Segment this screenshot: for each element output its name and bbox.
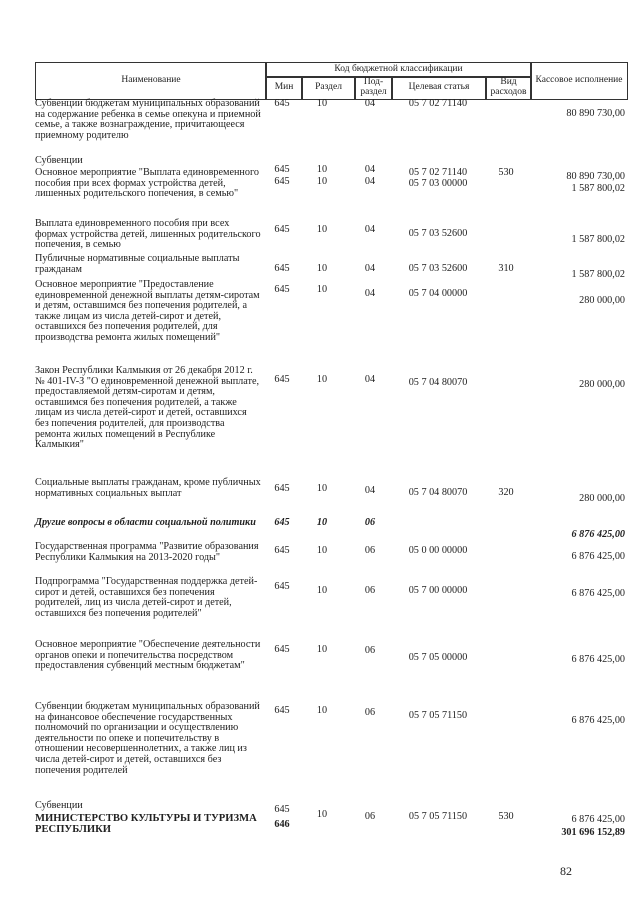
row-podrazdel: 04 xyxy=(364,164,376,175)
header-vid-label: Вид расходов xyxy=(490,77,527,97)
header-podrazdel xyxy=(354,76,393,100)
header-podrazdel-label: Под-раздел xyxy=(360,77,387,97)
row-min: 645 xyxy=(274,581,290,592)
row-celevaya: 05 7 05 00000 xyxy=(408,652,468,663)
row-name: Государственная программа "Развитие образования Республики Калмыкия на 2013-2020 годы" xyxy=(35,541,259,563)
row-razdel: 10 xyxy=(316,164,328,175)
row-min: 646 xyxy=(274,819,290,830)
row-name: Субвенции xyxy=(35,155,83,166)
row-name: Выплата единовременного пособия при всех формах устройства детей, лишенных родительского попечения, в семью xyxy=(35,218,261,251)
header-name xyxy=(35,62,267,100)
row-name: Основное мероприятие "Выплата единовременного пособия при всех формах устройства детей, лишенных родительского попечения, в семью" xyxy=(35,167,260,200)
row-razdel: 10 xyxy=(316,705,328,716)
row-sum: 1 587 800,02 xyxy=(571,269,625,280)
row-celevaya: 05 7 02 71140 xyxy=(408,98,468,109)
page-number: 82 xyxy=(560,864,572,878)
row-sum: 1 587 800,02 xyxy=(571,234,625,245)
row-name: Социальные выплаты гражданам, кроме публичных нормативных социальных выплат xyxy=(35,477,261,499)
row-min: 645 xyxy=(274,164,290,175)
row-min: 645 xyxy=(274,545,290,556)
row-podrazdel: 06 xyxy=(364,811,376,822)
row-name: Другие вопросы в области социальной политики xyxy=(35,517,256,528)
header-min-label: Мин xyxy=(274,82,294,93)
row-celevaya: 05 7 05 71150 xyxy=(408,811,468,822)
header-razdel-label: Раздел xyxy=(315,82,342,93)
row-name: Основное мероприятие "Предоставление единовременной денежной выплаты детям-сиротам и детям, оставшимся без попечения родителей, а также лицам из числа детей-сирот и детей, оставшихся без попечения родителей, для производства ремонта жилых помещений" xyxy=(35,279,260,343)
row-razdel: 10 xyxy=(316,98,328,109)
row-name: Публичные нормативные социальные выплаты гражданам xyxy=(35,253,240,275)
row-celevaya: 05 7 03 52600 xyxy=(408,228,468,239)
row-celevaya: 05 7 04 00000 xyxy=(408,288,468,299)
row-podrazdel: 06 xyxy=(364,707,376,718)
row-razdel: 10 xyxy=(316,483,328,494)
row-min: 645 xyxy=(274,176,290,187)
row-podrazdel: 06 xyxy=(364,645,376,656)
row-razdel: 10 xyxy=(316,517,328,528)
header-celevaya-label: Целевая статья xyxy=(408,82,470,93)
header-kassa-label: Кассовое исполнение xyxy=(535,75,623,86)
row-razdel: 10 xyxy=(316,224,328,235)
row-podrazdel: 04 xyxy=(364,98,376,109)
row-sum: 1 587 800,02 xyxy=(571,183,625,194)
row-razdel: 10 xyxy=(316,585,328,596)
row-min: 645 xyxy=(274,284,290,295)
row-razdel: 10 xyxy=(316,263,328,274)
row-vid: 320 xyxy=(498,487,514,498)
row-celevaya: 05 7 02 71140 xyxy=(408,167,468,178)
row-name: Субвенции бюджетам муниципальных образований на финансовое обеспечение государственных полномочий по организации и осуществлению деятельности по опеке и попечительству в отношении несовершеннолетних, а также лиц из числа детей-сирот и детей, оставшихся без попечения родителей xyxy=(35,701,260,776)
row-podrazdel: 04 xyxy=(364,374,376,385)
row-sum: 6 876 425,00 xyxy=(571,814,625,825)
row-sum: 280 000,00 xyxy=(579,295,625,306)
row-podrazdel: 06 xyxy=(364,585,376,596)
row-min: 645 xyxy=(274,263,290,274)
row-sum: 6 876 425,00 xyxy=(571,654,625,665)
row-sum: 6 876 425,00 xyxy=(571,715,625,726)
row-min: 645 xyxy=(274,483,290,494)
row-sum: 301 696 152,89 xyxy=(561,827,625,838)
row-podrazdel: 06 xyxy=(364,517,376,528)
row-celevaya: 05 0 00 00000 xyxy=(408,545,468,556)
row-name: Закон Республики Калмыкия от 26 декабря 2012 г. № 401-IV-З "О единовременной денежной выплате, предоставляемой детям-сиротам и детям, оставшимся без попечения родителей, а также лицам из числа детей-сирот и детей, оставшихся без попечения родителей, для производства ремонта жилых помещений в Республике Калмыкия" xyxy=(35,365,260,451)
row-celevaya: 05 7 05 71150 xyxy=(408,710,468,721)
row-podrazdel: 04 xyxy=(364,263,376,274)
row-vid: 530 xyxy=(498,811,514,822)
header-celevaya xyxy=(391,76,487,100)
row-podrazdel: 06 xyxy=(364,545,376,556)
row-sum: 80 890 730,00 xyxy=(566,108,625,119)
row-sum: 6 876 425,00 xyxy=(571,551,625,562)
row-celevaya: 05 7 03 52600 xyxy=(408,263,468,274)
row-min: 645 xyxy=(274,804,290,815)
row-name: Субвенции бюджетам муниципальных образований на содержание ребенка в семье опекуна и приемной семье, а также вознаграждение, причитающееся приемному родителю xyxy=(35,98,261,141)
row-name: МИНИСТЕРСТВО КУЛЬТУРЫ И ТУРИЗМА РЕСПУБЛИКИ xyxy=(35,813,257,835)
row-razdel: 10 xyxy=(316,809,328,820)
row-name: Субвенции xyxy=(35,800,83,811)
row-min: 645 xyxy=(274,374,290,385)
row-sum: 280 000,00 xyxy=(579,493,625,504)
row-min: 645 xyxy=(274,517,290,528)
row-podrazdel: 04 xyxy=(364,176,376,187)
row-vid: 310 xyxy=(498,263,514,274)
row-razdel: 10 xyxy=(316,284,328,295)
row-celevaya: 05 7 04 80070 xyxy=(408,377,468,388)
row-sum: 6 876 425,00 xyxy=(571,588,625,599)
header-kassa xyxy=(530,62,628,100)
header-razdel xyxy=(301,76,356,100)
row-sum: 280 000,00 xyxy=(579,379,625,390)
row-name: Основное мероприятие "Обеспечение деятельности органов опеки и попечительства посредством предоставления субвенций местным бюджетам" xyxy=(35,639,261,672)
row-sum: 6 876 425,00 xyxy=(571,529,625,540)
row-podrazdel: 04 xyxy=(364,288,376,299)
row-podrazdel: 04 xyxy=(364,485,376,496)
row-min: 645 xyxy=(274,644,290,655)
header-name-label: Наименование xyxy=(121,75,181,86)
row-razdel: 10 xyxy=(316,545,328,556)
row-podrazdel: 04 xyxy=(364,224,376,235)
header-min xyxy=(265,76,303,100)
row-min: 645 xyxy=(274,705,290,716)
row-celevaya: 05 7 00 00000 xyxy=(408,585,468,596)
header-vid xyxy=(485,76,532,100)
row-min: 645 xyxy=(274,98,290,109)
row-min: 645 xyxy=(274,224,290,235)
row-vid: 530 xyxy=(498,167,514,178)
row-celevaya: 05 7 04 80070 xyxy=(408,487,468,498)
row-sum: 80 890 730,00 xyxy=(566,171,625,182)
row-razdel: 10 xyxy=(316,374,328,385)
header-kbk-label: Код бюджетной классификации xyxy=(334,64,463,75)
row-razdel: 10 xyxy=(316,644,328,655)
row-celevaya: 05 7 03 00000 xyxy=(408,178,468,189)
row-razdel: 10 xyxy=(316,176,328,187)
row-name: Подпрограмма "Государственная поддержка детей-сирот и детей, оставшихся без попечения родителей, лиц из числа детей-сирот и детей, оставшихся без попечения родителей" xyxy=(35,576,258,619)
